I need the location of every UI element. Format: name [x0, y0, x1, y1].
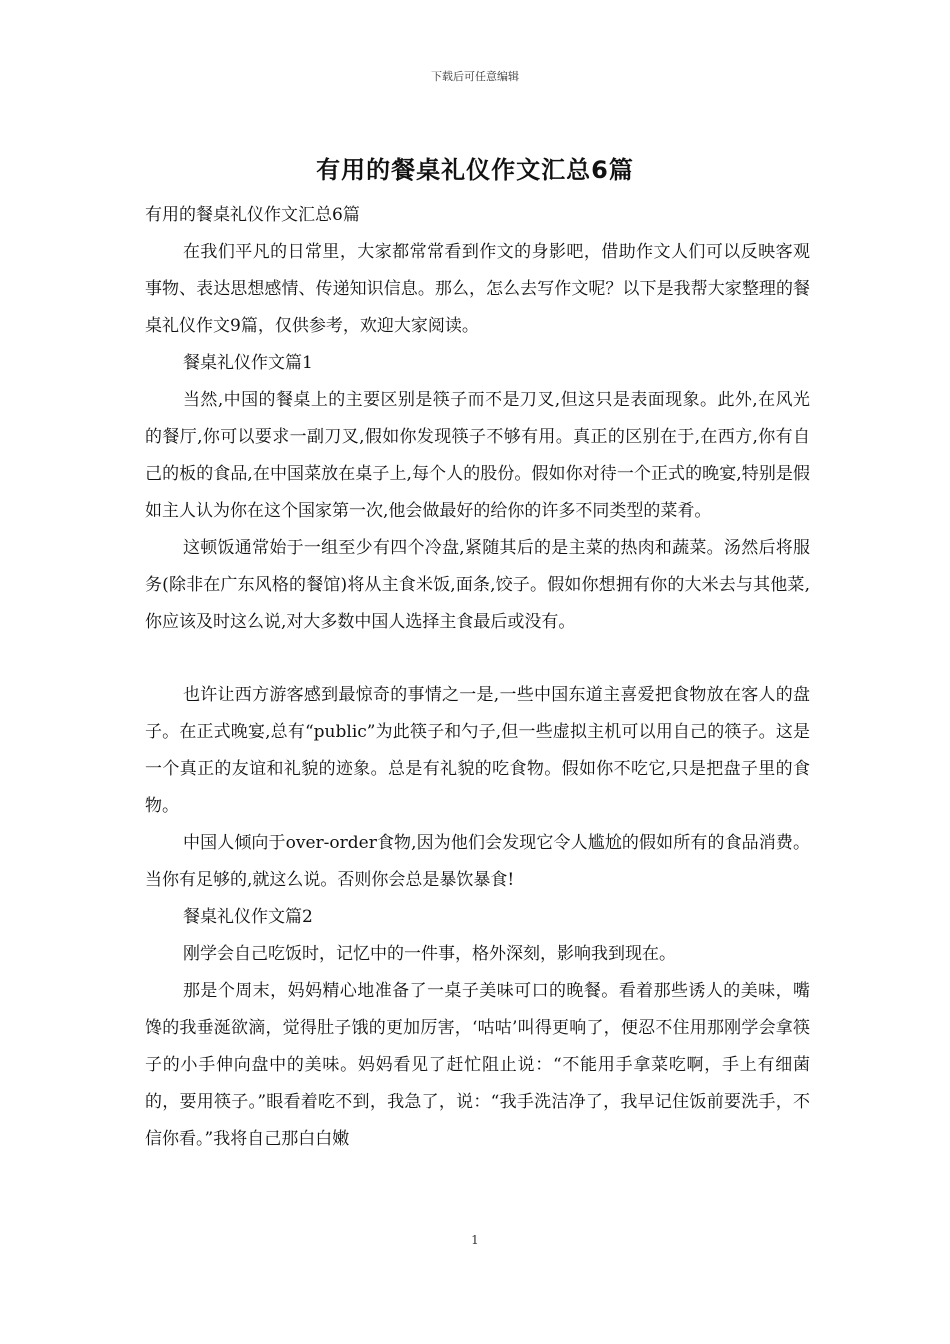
paragraph: 也许让西方游客感到最惊奇的事情之一是,一些中国东道主喜爱把食物放在客人的盘子。在正式晚宴,总有“public”为此筷子和勺子,但一些虚拟主机可以用自己的筷子。这是一个真正的友谊和礼貌的迹象。总是有礼貌的吃食物。假如你不吃它,只是把盘子里的食物。	[145, 685, 810, 816]
paragraph: 餐桌礼仪作文篇2	[183, 907, 313, 927]
paragraph: 中国人倾向于over-order食物,因为他们会发现它令人尴尬的假如所有的食品消费。当你有足够的,就这么说。否则你会总是暴饮暴食!	[145, 833, 810, 890]
paragraph: 在我们平凡的日常里，大家都常常看到作文的身影吧，借助作文人们可以反映客观事物、表达思想感情、传递知识信息。那么，怎么去写作文呢？以下是我帮大家整理的餐桌礼仪作文9篇，仅供参考，欢迎大家阅读。	[145, 242, 810, 336]
paragraph: 那是个周末，妈妈精心地准备了一桌子美味可口的晚餐。看着那些诱人的美味，嘴馋的我垂涎欲滴，觉得肚子饿的更加厉害，‘咕咕’叫得更响了，便忍不住用那刚学会拿筷子的小手伸向盘中的美味。妈妈看见了赶忙阻止说：“不能用手拿菜吃啊，手上有细菌的，要用筷子。”眼看着吃不到，我急了，说：“我手洗洁净了，我早记住饭前要洗手，不信你看。”我将自己那白白嫩	[145, 981, 810, 1149]
paragraph: 餐桌礼仪作文篇1	[183, 353, 313, 373]
document-body	[145, 197, 810, 1158]
paragraph: 刚学会自己吃饭时，记忆中的一件事，格外深刻，影响我到现在。	[183, 944, 676, 964]
document-title: 有用的餐桌礼仪作文汇总6篇	[316, 156, 634, 184]
paragraph: 当然,中国的餐桌上的主要区别是筷子而不是刀叉,但这只是表面现象。此外,在风光的餐厅,你可以要求一副刀叉,假如你发现筷子不够有用。真正的区别在于,在西方,你有自己的板的食品,在中国菜放在桌子上,每个人的股份。假如你对待一个正式的晚宴,特别是假如主人认为你在这个国家第一次,他会做最好的给你的许多不同类型的菜肴。	[145, 390, 810, 521]
page-header: 下载后可任意编辑	[431, 70, 519, 83]
page-number: 1	[471, 1233, 479, 1247]
paragraph: 这顿饭通常始于一组至少有四个冷盘,紧随其后的是主菜的热肉和蔬菜。汤然后将服务(除非在广东风格的餐馆)将从主食米饭,面条,饺子。假如你想拥有你的大米去与其他菜,你应该及时这么说,对大多数中国人选择主食最后或没有。	[145, 538, 810, 632]
paragraph-spacer	[145, 641, 810, 677]
paragraph: 有用的餐桌礼仪作文汇总6篇	[145, 205, 360, 225]
